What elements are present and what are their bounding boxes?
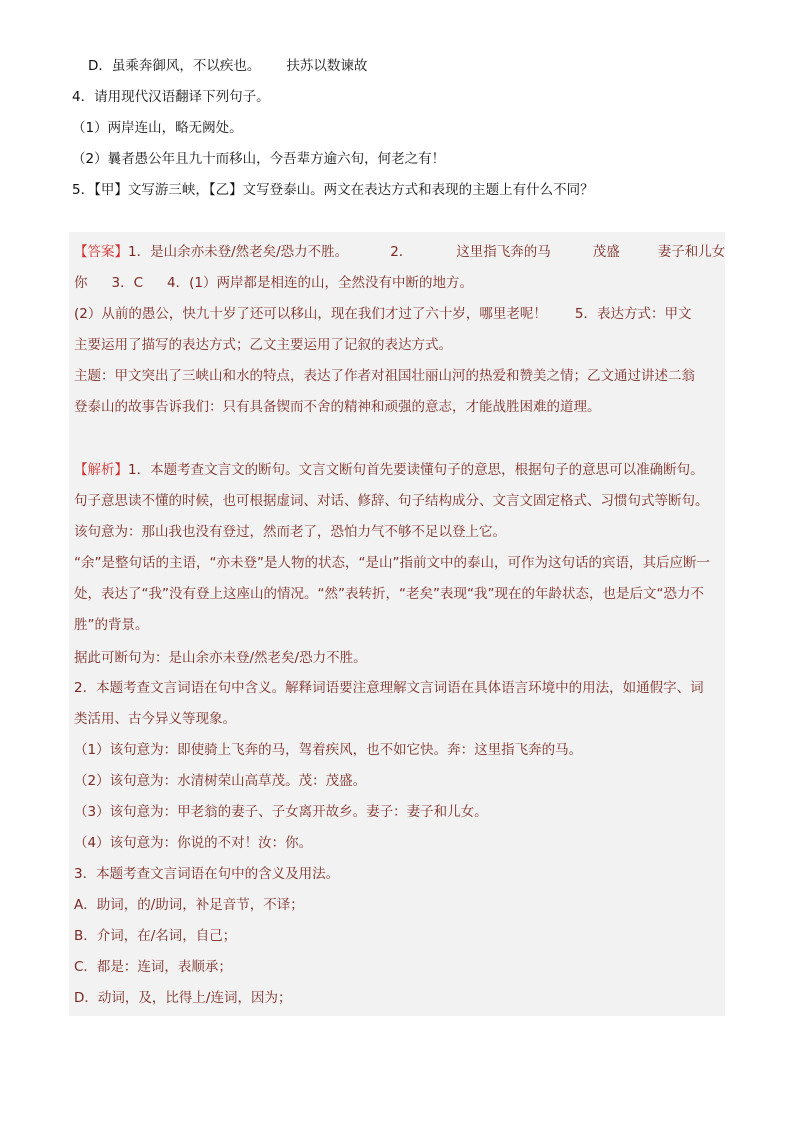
analysis-line-13: （4）该句意为：你说的不对！汝：你。	[74, 835, 313, 851]
analysis-line-9: 类活用、古今异义等现象。	[74, 711, 236, 727]
answer-2-2: 茂盛	[592, 244, 620, 260]
answer-line-5: 主题：甲文突出了三峡山和水的特点，表达了作者对祖国壮丽山河的热爱和赞美之情；乙文通过讲述二翁	[74, 368, 695, 384]
analysis-line-18: D．动词，及，比得上/连词，因为；	[74, 990, 292, 1006]
analysis-line-10: （1）该句意为：即使骑上飞奔的马，驾着疾风，也不如它快。奔：这里指飞奔的马。	[74, 742, 583, 758]
analysis-1-text: 1．本题考查文言文的断句。文言文断句首先要读懂句子的意思，根据句子的意思可以准确断句。	[128, 462, 704, 478]
analysis-tag: 【解析】	[74, 462, 128, 478]
answer-4-1: 4．(1）两岸都是相连的山，全然没有中断的地方。	[167, 275, 473, 291]
question-5: 5．【甲】文写游三峡，【乙】文写登泰山。两文在表达方式和表现的主题上有什么不同？	[72, 182, 594, 198]
option-d-text: D．虽乘奔御风，不以疾也。	[88, 58, 261, 74]
answer-line-1	[74, 242, 726, 262]
answer-2-label: 2．	[390, 244, 413, 260]
analysis-line-11: （2）该句意为：水清树荣山高草茂。茂：茂盛。	[74, 773, 367, 789]
analysis-line-7: 据此可断句为：是山余亦未登/然老矣/恐力不胜。	[74, 650, 367, 666]
analysis-line-15: A．助词，的/助词，补足音节，不译；	[74, 897, 304, 913]
analysis-line-1	[74, 460, 722, 480]
question-4-2: （2）曩者愚公年且九十而移山，今吾辈方逾六旬，何老之有！	[72, 151, 446, 167]
answer-2-4: 你	[74, 275, 88, 291]
analysis-line-8: 2．本题考查文言词语在句中含义。解释词语要注意理解文言词语在具体语言环境中的用法，如通假字、词	[74, 680, 704, 696]
answer-2-3: 妻子和儿女	[657, 244, 726, 260]
answer-5-label: 5．表达方式：甲文	[574, 306, 692, 322]
analysis-line-12: （3）该句意为：甲老翁的妻子、子女离开故乡。妻子：妻子和儿女。	[74, 804, 488, 820]
answer-line-2	[74, 273, 722, 293]
answer-2-1: 这里指飞奔的马	[456, 244, 551, 260]
option-d	[88, 56, 722, 76]
answer-line-3	[74, 304, 722, 324]
analysis-line-5: 处，表达了“我”没有登上这座山的情况。“然”表转折，“老矣”表现“我”现在的年龄状态，也是后文“恐力不	[74, 586, 704, 602]
analysis-line-2: 句子意思读不懂的时候，也可根据虚词、对话、修辞、句子结构成分、文言文固定格式、习惯句式等断句。	[74, 493, 709, 509]
question-4: 4．请用现代汉语翻译下列句子。	[72, 89, 270, 105]
question-4-1: （1）两岸连山，略无阙处。	[72, 120, 243, 136]
answer-line-4: 主要运用了描写的表达方式；乙文主要运用了记叙的表达方式。	[74, 337, 452, 353]
analysis-line-6: 胜”的背景。	[74, 617, 149, 633]
answer-line-6: 登泰山的故事告诉我们：只有具备锲而不舍的精神和顽强的意志，才能战胜困难的道理。	[74, 399, 601, 415]
option-d-text-2: 扶苏以数谏故	[286, 58, 368, 74]
answer-tag: 【答案】	[74, 244, 128, 260]
analysis-line-17: C．都是：连词，表顺承；	[74, 959, 232, 975]
analysis-line-16: B．介词，在/名词，自己；	[74, 928, 237, 944]
answer-3: 3．C	[111, 275, 144, 291]
answer-1: 1．是山余亦未登/然老矣/恐力不胜。	[128, 244, 349, 260]
analysis-line-14: 3．本题考查文言词语在句中的含义及用法。	[74, 866, 340, 882]
analysis-line-3: 该句意为：那山我也没有登过，然而老了，恐怕力气不够不足以登上它。	[74, 524, 506, 540]
answer-4-2: (2）从前的愚公，快九十岁了还可以移山，现在我们才过了六十岁，哪里老呢！	[74, 306, 547, 322]
analysis-line-4: “余”是整句话的主语，“亦未登”是人物的状态，“是山”指前文中的泰山，可作为这句话的宾语，其后应断一	[74, 555, 710, 571]
